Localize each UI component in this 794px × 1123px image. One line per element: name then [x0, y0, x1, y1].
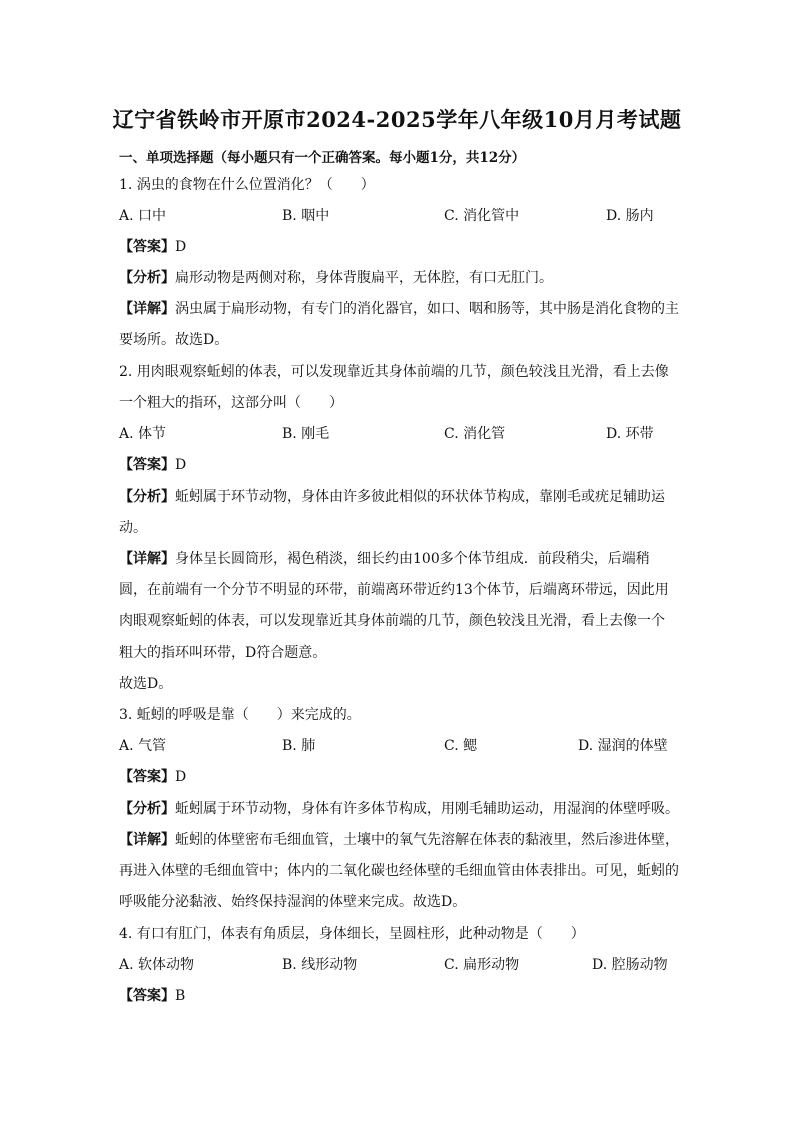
q2-option-d: D. 环带 [606, 426, 654, 442]
q4-answer [119, 987, 185, 1005]
q1-option-d: D. 肠内 [606, 208, 654, 224]
detail-label: 【详解】 [119, 301, 175, 317]
q3-stem: 3. 蚯蚓的呼吸是靠（ ）来完成的。 [119, 707, 361, 723]
q1-analysis [119, 269, 553, 287]
analysis-label: 【分析】 [119, 270, 175, 286]
q4-answer-value: B [175, 988, 186, 1004]
q4-option-b: B. 线形动物 [282, 957, 358, 973]
analysis-label: 【分析】 [119, 489, 175, 505]
q3-detail [119, 831, 679, 849]
q2-detail-conclusion: 故选D。 [119, 676, 173, 692]
q4-option-a: A. 软体动物 [119, 957, 195, 973]
q2-analysis [119, 488, 665, 506]
answer-label: 【答案】 [119, 239, 175, 255]
q1-option-c: C. 消化管中 [444, 208, 520, 224]
q2-detail [119, 550, 650, 568]
q2-answer [119, 456, 186, 474]
q2-stem: 2. 用肉眼观察蚯蚓的体表，可以发现靠近其身体前端的几节，颜色较浅且光滑，看上去像 [119, 364, 669, 380]
detail-label: 【详解】 [119, 832, 175, 848]
q3-option-c: C. 鳃 [444, 738, 478, 754]
answer-label: 【答案】 [119, 769, 175, 785]
q2-analysis-cont: 动。 [119, 520, 147, 536]
q4-stem: 4. 有口有肛门，体表有角质层，身体细长，呈圆柱形，此种动物是（ ） [119, 926, 585, 942]
section-heading: 一、单项选择题（每小题只有一个正确答案。每小题1分，共12分） [119, 150, 526, 166]
q3-analysis-text: 蚯蚓属于环节动物，身体有许多体节构成，用刚毛辅助运动，用湿润的体壁呼吸。 [175, 801, 679, 817]
q2-stem-cont: 一个粗大的指环，这部分叫（ ） [119, 395, 343, 411]
page-title: 辽宁省铁岭市开原市2024-2025学年八年级10月月考试题 [112, 107, 682, 132]
q2-detail-cont-3: 粗大的指环叫环带，D符合题意。 [119, 645, 327, 661]
q1-detail-text: 涡虫属于扁形动物，有专门的消化器官，如口、咽和肠等，其中肠是消化食物的主 [175, 301, 679, 317]
q1-option-b: B. 咽中 [282, 208, 330, 224]
q3-detail-cont-1: 再进入体壁的毛细血管中；体内的二氧化碳也经体壁的毛细血管由体表排出。可见，蚯蚓的 [119, 863, 679, 879]
q3-answer-value: D [175, 769, 187, 785]
answer-label: 【答案】 [119, 988, 175, 1004]
q1-analysis-text: 扁形动物是两侧对称，身体背腹扁平，无体腔，有口无肛门。 [175, 270, 553, 286]
q3-answer [119, 768, 186, 786]
q3-analysis [119, 800, 679, 818]
q1-answer [119, 238, 186, 256]
q1-detail-cont: 要场所。故选D。 [119, 332, 229, 348]
q1-stem: 1. 涡虫的食物在什么位置消化？（ ） [119, 177, 375, 193]
answer-label: 【答案】 [119, 457, 175, 473]
q2-detail-cont-2: 肉眼观察蚯蚓的体表，可以发现靠近其身体前端的几节，颜色较浅且光滑，看上去像一个 [119, 613, 665, 629]
q3-detail-text: 蚯蚓的体壁密布毛细血管，土壤中的氧气先溶解在体表的黏液里，然后渗进体壁， [175, 832, 679, 848]
q4-option-d: D. 腔肠动物 [592, 957, 668, 973]
analysis-label: 【分析】 [119, 801, 175, 817]
q3-option-b: B. 肺 [282, 738, 316, 754]
q2-answer-value: D [175, 457, 187, 473]
q2-option-b: B. 刚毛 [282, 426, 330, 442]
q1-detail [119, 300, 679, 318]
q2-option-c: C. 消化管 [444, 426, 506, 442]
q1-option-a: A. 口中 [119, 208, 167, 224]
detail-label: 【详解】 [119, 551, 175, 567]
q3-option-a: A. 气管 [119, 738, 167, 754]
q4-option-c: C. 扁形动物 [444, 957, 520, 973]
q2-detail-text: 身体呈长圆筒形，褐色稍淡，细长约由100多个体节组成．前段稍尖，后端稍 [175, 551, 650, 567]
q3-option-d: D. 湿润的体壁 [578, 738, 668, 754]
q1-answer-value: D [175, 239, 187, 255]
q2-detail-cont-1: 圆，在前端有一个分节不明显的环带，前端离环带近约13个体节，后端离环带远，因此用 [119, 582, 669, 598]
q2-option-a: A. 体节 [119, 426, 167, 442]
q2-analysis-text: 蚯蚓属于环节动物，身体由许多彼此相似的环状体节构成，靠刚毛或疣足辅助运 [175, 489, 665, 505]
q3-detail-cont-2: 呼吸能分泌黏液、始终保持湿润的体壁来完成。故选D。 [119, 894, 467, 910]
